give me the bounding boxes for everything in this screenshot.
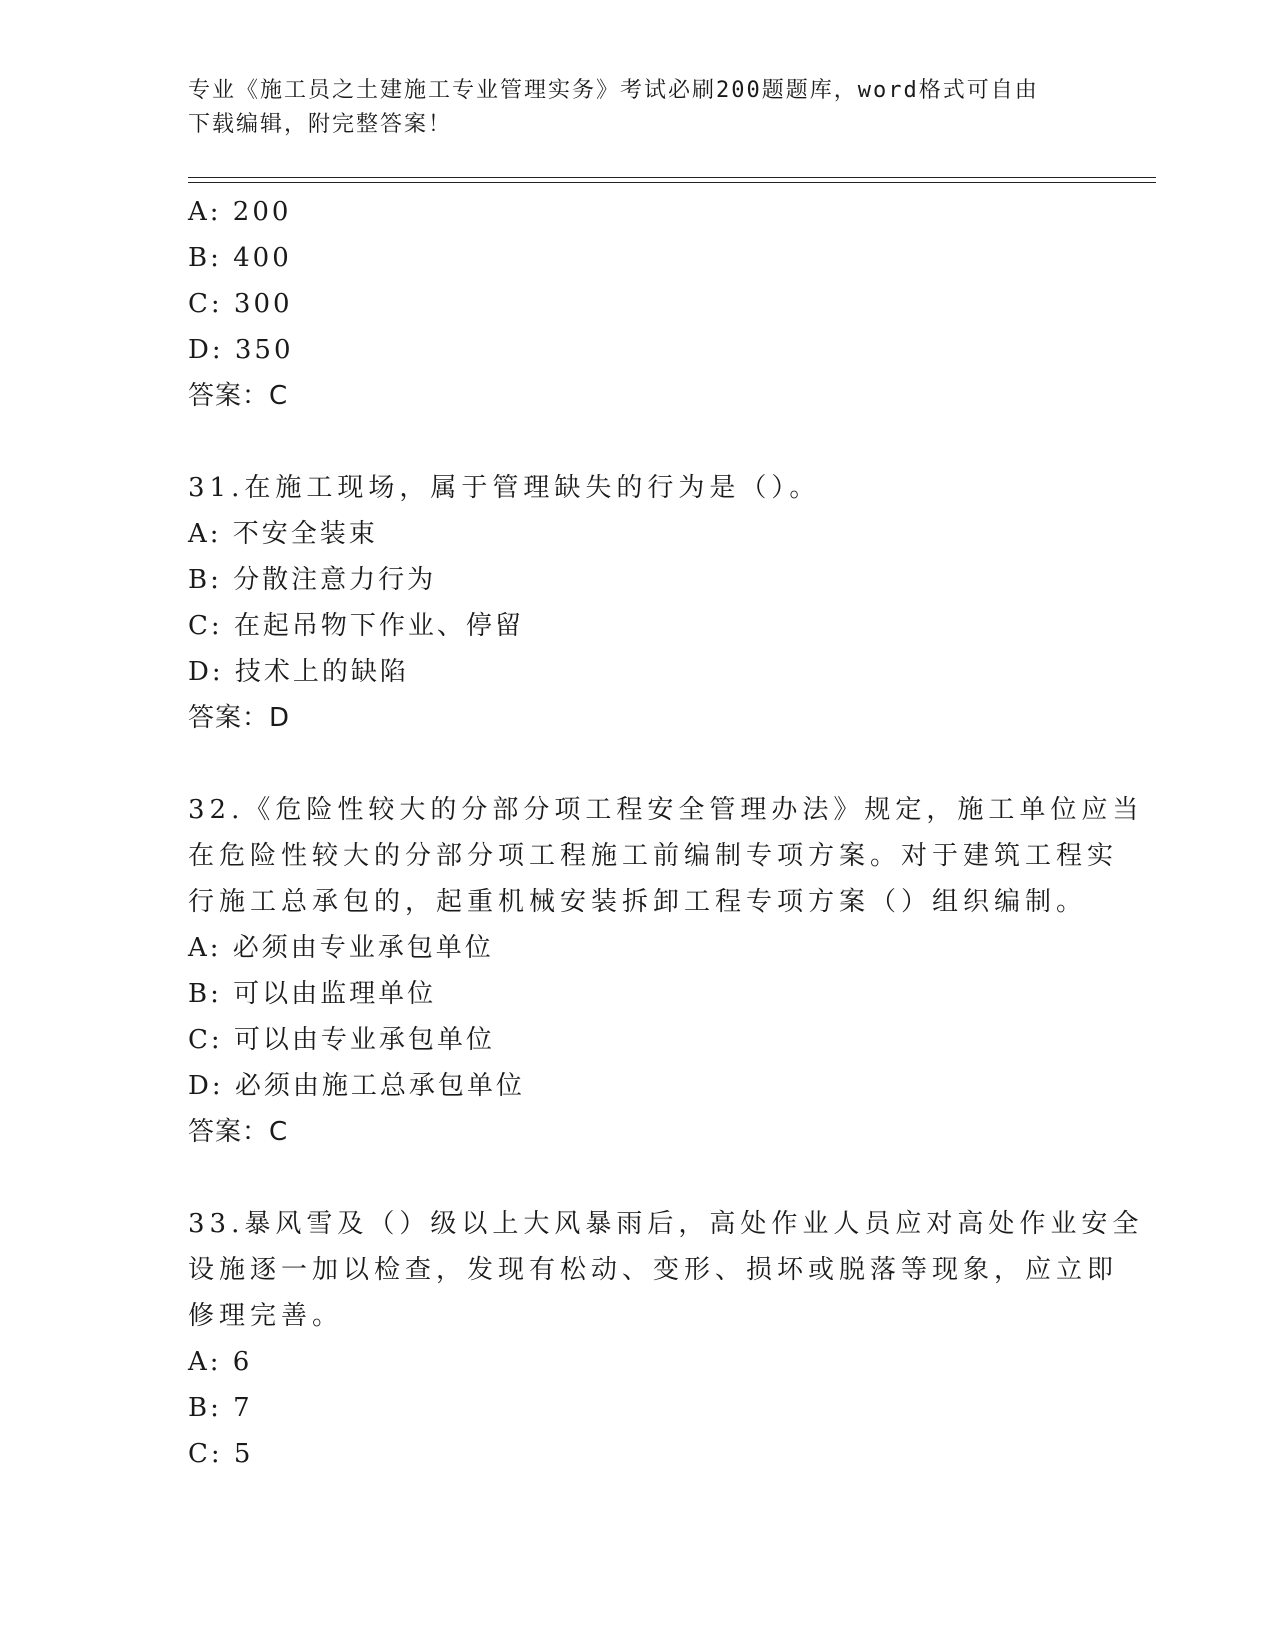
question-text-line-2: 设施逐一加以检查，发现有松动、变形、损坏或脱落等现象，应立即 [188,1255,1119,1285]
option-d: D: 技术上的缺陷 [188,657,409,687]
header-line-2: 下载编辑，附完整答案！ [188,112,453,137]
question-text: 31.在施工现场，属于管理缺失的行为是（）。 [188,473,821,503]
document-header [188,74,1068,142]
option-c: C: 在起吊物下作业、停留 [188,611,524,641]
option-c: C: 可以由专业承包单位 [188,1025,495,1055]
question-text-line-3: 修理完善。 [188,1301,344,1331]
answer-line: 答案：D [188,703,291,733]
answer-line: 答案：C [188,381,289,411]
question-list [188,189,1144,1477]
option-a: A: 不安全装束 [188,519,378,549]
option-d: D: 必须由施工总承包单位 [188,1071,525,1101]
question-text-line-1: 32.《危险性较大的分部分项工程安全管理办法》规定，施工单位应当 [188,795,1144,825]
option-c: C: 300 [188,289,293,319]
option-c: C: 5 [188,1439,254,1469]
option-b: B: 分散注意力行为 [188,565,437,595]
header-divider-top [188,177,1156,178]
header-divider-bottom [188,182,1156,183]
option-a: A: 200 [188,197,292,227]
answer-line: 答案：C [188,1117,289,1147]
question-31-block [188,465,1088,741]
question-text-line-1: 33.暴风雪及（）级以上大风暴雨后，高处作业人员应对高处作业安全 [188,1209,1144,1239]
option-b: B: 7 [188,1393,253,1423]
question-33-block [188,1201,1144,1477]
question-text-line-3: 行施工总承包的，起重机械安装拆卸工程专项方案（）组织编制。 [188,887,1088,917]
option-d: D: 350 [188,335,294,365]
question-30-block [188,189,1088,419]
option-a: A: 6 [188,1347,253,1377]
header-line-1: 专业《施工员之土建施工专业管理实务》考试必刷200题题库，word格式可自由 [188,78,1039,103]
option-b: B: 可以由监理单位 [188,979,437,1009]
option-a: A: 必须由专业承包单位 [188,933,494,963]
option-b: B: 400 [188,243,292,273]
question-32-block [188,787,1144,1155]
question-text-line-2: 在危险性较大的分部分项工程施工前编制专项方案。对于建筑工程实 [188,841,1119,871]
